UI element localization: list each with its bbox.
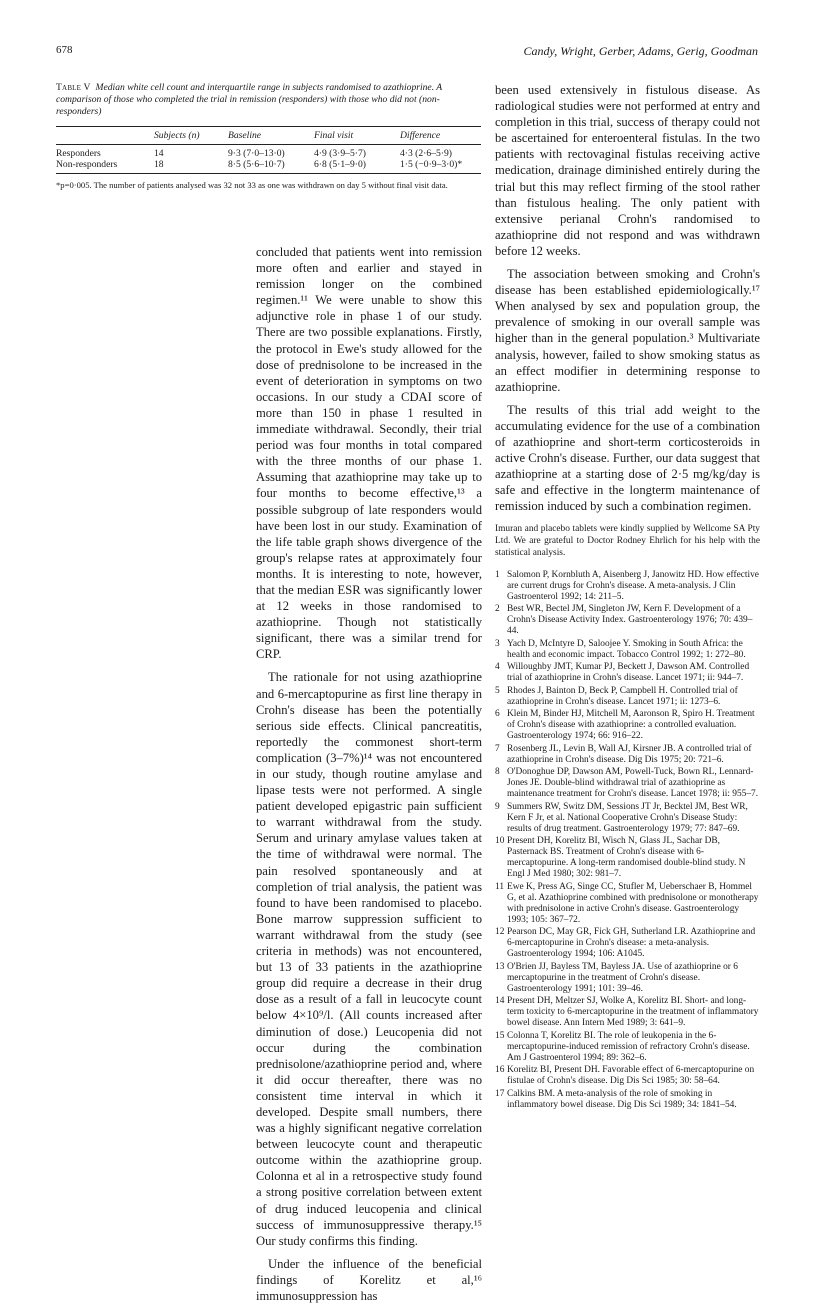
reference-number: 1 [495,569,500,580]
reference-number: 17 [495,1088,505,1099]
reference-item [495,709,760,742]
table-cell: 4·9 (3·9–5·7) [314,148,366,159]
reference-item [495,767,760,800]
reference-text: O'Brien JJ, Bayless TM, Bayless JA. Use of azathioprine or 6 mercaptopurine in the treatment of Crohn's disease. Gastroenterology 1991; 101: 39–46. [507,961,738,994]
reference-item [495,604,760,637]
table-header-cell: Subjects (n) [154,127,228,145]
results-table [56,126,481,174]
table-cell: 9·3 (7·0–13·0) [228,148,285,159]
reference-item [495,570,760,603]
table-cell: 14 [154,148,164,159]
reference-item [495,996,760,1029]
reference-item [495,639,760,661]
reference-text: Summers RW, Switz DM, Sessions JT Jr, Becktel JM, Best WR, Kern F Jr, et al. National Cooperative Crohn's Disease Study: results of drug treatment. Gastroenterology 1979; 77: 847–69. [507,801,748,834]
table-cell: 1·5 (−0·9–3·0)* [400,159,481,174]
reference-number: 2 [495,604,500,615]
table-cell: 6·8 (5·1–9·0) [314,159,400,174]
reference-text: Salomon P, Kornbluth A, Aisenberg J, Janowitz HD. How effective are current drugs for Crohn's disease. A meta-analysis. J Clin Gastroenterol 1992; 14: 211–5. [507,569,759,602]
reference-number: 6 [495,709,500,720]
reference-number: 3 [495,638,500,649]
body-paragraph: concluded that patients went into remission more often and earlier and stayed in remission longer on the combined regimen.¹¹ We were unable to show this adjunctive role in phase 1 of our study. There are two possible explanations. Firstly, the protocol in Ewe's study allowed for the dose of prednisolone to be increased in the event of deterioration in symptoms on two occasions. In our study a CDAI score of more than 150 in phase 1 resulted in immediate withdrawal. Secondly, their trial period was four months in total compared with the three months of our phase 1. Assuming that azathioprine may take up to four months to become effective,¹³ a possible subgroup of late responders would have been lost in our study. Examination of the life table graph shows divergence of the group's relapse rates at approximately four months. It is interesting to note, however, that the median ESR was significantly lower at 12 weeks in those randomised to azathioprine. Though not statistically significant, there was a similar trend for CRP. [256,245,482,662]
reference-number: 5 [495,685,500,696]
body-paragraph: Under the influence of the beneficial findings of Korelitz et al,¹⁶ immunosuppression has [256,1256,482,1303]
reference-item [495,662,760,684]
table-row [56,145,481,160]
table-v [56,82,481,191]
reference-number: 11 [495,881,505,892]
reference-text: O'Donoghue DP, Dawson AM, Powell-Tuck, Bown RL, Lennard-Jones JE. Double-blind withdrawal trial of azathioprine as maintenance treatment for Crohn's disease. Lancet 1978; ii: 955–7. [507,767,759,800]
reference-text: Willoughby JMT, Kumar PJ, Beckett J, Dawson AM. Controlled trial of azathioprine in Crohn's disease. Lancet 1971; ii: 944–7. [507,662,750,684]
reference-text: Colonna T, Korelitz BI. The role of leukopenia in the 6-mercaptopurine-induced remission of refractory Crohn's disease. Am J Gastroenterol 1994; 89: 362–6. [507,1030,750,1063]
reference-text: Ewe K, Press AG, Singe CC, Stufler M, Ueberschaer B, Hommel G, et al. Azathioprine combined with prednisolone or monotherapy with prednisolone in active Crohn's disease. Gastroenterology 1993; 105: 367–72. [507,881,759,925]
table-header-cell: Difference [400,127,481,145]
body-paragraph: The results of this trial add weight to the accumulating evidence for the use of a combination of azathioprine and short-term corticosteroids in active Crohn's disease. Further, our data suggest that azathioprine at a starting dose of 2·5 mg/kg/day is safe and effective in the longterm maintenance of remission induced by such a combination regimen. [495,402,760,514]
right-column [495,82,760,1112]
reference-number: 16 [495,1065,505,1076]
reference-text: Best WR, Bectel JM, Singleton JW, Kern F. Development of a Crohn's Disease Activity Index. Gastroenterology 1976; 70: 439–44. [507,604,753,637]
reference-number: 12 [495,927,505,938]
reference-number: 9 [495,801,500,812]
table-cell: Non-responders [56,159,154,174]
running-head: Candy, Wright, Gerber, Adams, Gerig, Goodman [523,44,758,58]
reference-number: 7 [495,743,500,754]
table-header-cell: Final visit [314,127,400,145]
body-paragraph: been used extensively in fistulous disease. As radiological studies were not performed at entry and completion in this trial, success of therapy could not be ascertained for enteroenteral fistulas. In the two patients with rectovaginal fistulas receiving active medication, drainage diminished entirely during the trial but this may reflect firming of the stool rather than fistulous healing. The only patient with extensive perianal Crohn's randomised to azathioprine did not respond and was withdrawn before 12 weeks. [495,83,760,258]
reference-item [495,802,760,835]
body-paragraph: The rationale for not using azathioprine and 6-mercaptopurine as first line therapy in Crohn's disease has been the potentially serious side effects. Clinical pancreatitis, reportedly the commonest short-term complication (3–7%)¹⁴ was not encountered in our study, though routine amylase and lipase tests were not performed. A single patient developed epigastric pain sufficient to warrant withdrawal from the study. Serum and urinary amylase values taken at the time of withdrawal were normal. The pain resolved spontaneously and at completion of trial analysis, the patient was found to have been randomised to placebo. Bone marrow suppression sufficient to warrant withdrawal from the study (see criteria in methods) was not encountered, but 13 of 33 patients in the azathioprine group did require a decrease in their drug dose as a result of a fall in leucocyte count below 4×10⁹/l. (All counts increased after diminution of dose.) Leucopenia did not occur during the combination prednisolone/azathioprine period and, where it did occur thereafter, there was no consistent time interval in which it developed. Despite small numbers, there was a highly significant negative correlation between leucocyte count and therapeutic outcome within the azathioprine group. Colonna et al in a retrospective study found a strong positive correlation between extent of drug induced leucopenia and clinical success of immunosuppressive therapy.¹⁵ Our study confirms this finding. [256,670,482,1248]
reference-item [495,836,760,880]
table-caption [56,82,481,118]
reference-item [495,882,760,926]
table-header-row [56,127,481,145]
middle-column [256,244,482,1304]
reference-number: 13 [495,961,505,972]
body-paragraph: The association between smoking and Crohn's disease has been established epidemiologically.¹⁷ When analysed by sex and population group, the prevalence of smoking in our overall sample was higher than in the general population.³ Multivariate analysis, however, failed to show smoking status as an effect modifier in determining response to azathioprine. [495,267,760,394]
reference-text: Calkins BM. A meta-analysis of the role of smoking in inflammatory bowel disease. Dig Dis Sci 1989; 34: 1841–54. [507,1088,737,1110]
table-cell: 4·3 (2·6–5·9) [400,148,452,159]
reference-number: 8 [495,767,500,778]
reference-text: Present DH, Korelitz BI, Wisch N, Glass JL, Sachar DB, Pasternack BS. Treatment of Crohn's disease with 6-mercaptopurine. A long-term randomised double-blind study. N Engl J Med 1980; 302: 981–7. [507,836,746,880]
reference-number: 4 [495,662,500,673]
reference-item [495,962,760,995]
reference-list [495,570,760,1111]
reference-text: Present DH, Meltzer SJ, Wolke A, Korelitz BI. Short- and long-term toxicity to 6-mercaptopurine in the treatment of inflammatory bowel disease. Ann Intern Med 1989; 3: 641–9. [507,996,759,1029]
reference-text: Klein M, Binder HJ, Mitchell M, Aaronson R, Spiro H. Treatment of Crohn's disease with azathioprine: a controlled evaluation. Gastroenterology 1974; 66: 916–22. [507,709,755,742]
reference-item [495,1065,760,1087]
reference-item [495,927,760,960]
table-header-cell: Baseline [228,127,314,145]
reference-text: Korelitz BI, Present DH. Favorable effect of 6-mercaptopurine on fistulae of Crohn's disease. Dig Dis Sci 1985; 30: 58–64. [507,1065,755,1087]
reference-item [495,744,760,766]
acknowledgement: Imuran and placebo tablets were kindly supplied by Wellcome SA Pty Ltd. We are grateful to Doctor Rodney Ehrlich for his help with the statistical analysis. [495,524,760,558]
reference-number: 14 [495,996,505,1007]
table-cell: 8·5 (5·6–10·7) [228,159,314,174]
table-caption-text: Median white cell count and interquartile range in subjects randomised to azathioprine. A comparison of those who completed the trial in remission (responders) with those who did not (non-responders) [56,82,442,117]
reference-item [495,686,760,708]
table-label: Table V [56,82,91,93]
reference-number: 15 [495,1030,505,1041]
table-footnote: *p=0·005. The number of patients analysed was 32 not 33 as one was withdrawn on day 5 without final visit data. [56,180,448,190]
reference-text: Rhodes J, Bainton D, Beck P, Campbell H. Controlled trial of azathioprine in Crohn's disease. Lancet 1971; ii: 1273–6. [507,685,738,707]
reference-item [495,1031,760,1064]
table-header-cell [56,127,154,145]
page-number: 678 [56,44,73,56]
reference-text: Pearson DC, May GR, Fick GH, Sutherland LR. Azathioprine and 6-mercaptopurine in Crohn's disease: a meta-analysis. Gastroenterology 1994; 106: A1045. [507,927,756,960]
table-cell: 18 [154,159,228,174]
table-row [56,159,481,174]
reference-number: 10 [495,836,505,847]
reference-text: Yach D, McIntyre D, Saloojee Y. Smoking in South Africa: the health and economic impact. Tobacco Control 1992; 1: 272–80. [507,638,746,660]
table-cell: Responders [56,148,101,159]
reference-item [495,1089,760,1111]
reference-text: Rosenberg JL, Levin B, Wall AJ, Kirsner JB. A controlled trial of azathioprine in Crohn's disease. Dig Dis 1975; 20: 721–6. [507,743,752,765]
